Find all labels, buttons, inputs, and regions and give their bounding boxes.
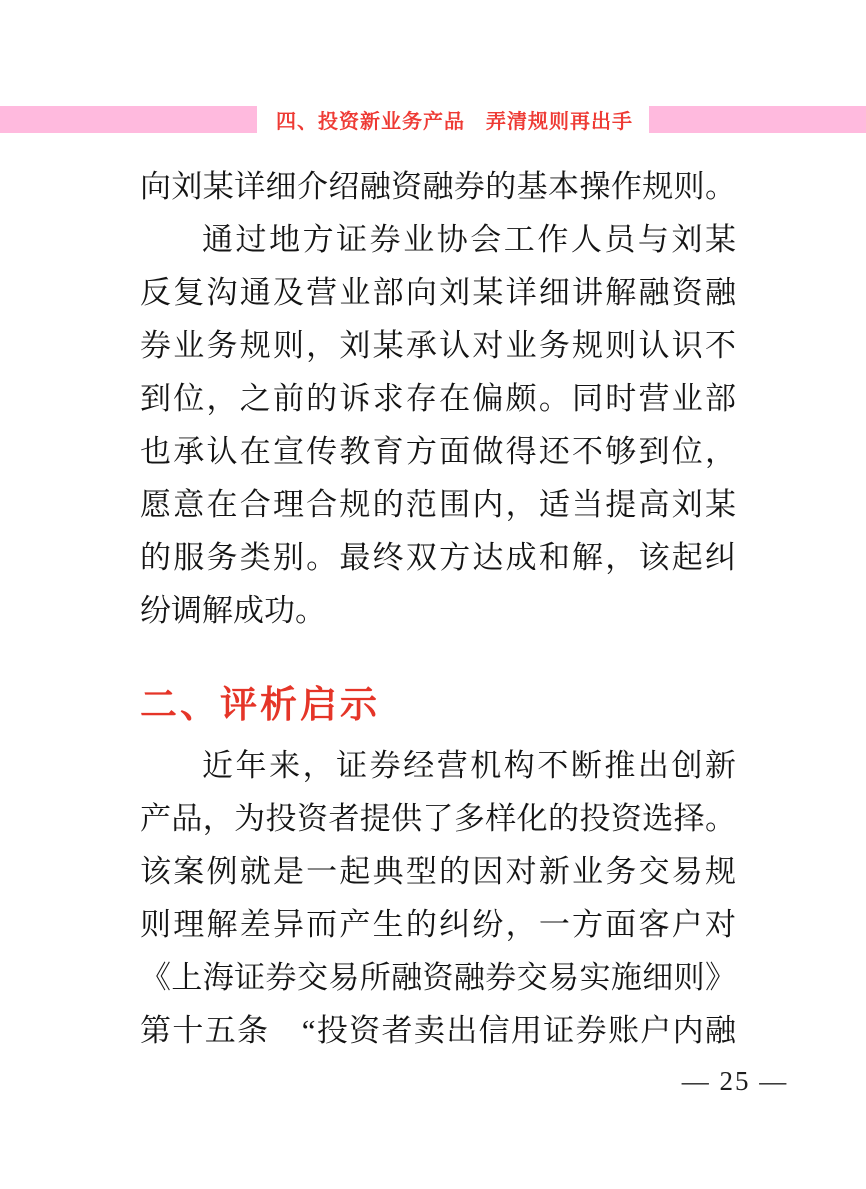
- page-number: — 25 —: [681, 1066, 789, 1096]
- text-line: 愿意在合理合规的范围内，适当提高刘某: [140, 487, 736, 522]
- text-line: 近年来，证券经营机构不断推出创新: [202, 748, 736, 783]
- text-line: 该案例就是一起典型的因对新业务交易规: [140, 854, 736, 889]
- text-line: 通过地方证券业协会工作人员与刘某: [202, 222, 736, 257]
- text-line: 反复沟通及营业部向刘某详细讲解融资融: [140, 275, 736, 310]
- text-line: 券业务规则，刘某承认对业务规则认识不: [140, 328, 736, 363]
- paragraph-1: [140, 160, 736, 637]
- chapter-title: 四、投资新业务产品 弄清规则再出手: [276, 111, 633, 133]
- running-header: [0, 106, 866, 133]
- text-line: 则理解差异而产生的纠纷，一方面客户对: [140, 907, 736, 942]
- text-line: 的服务类别。最终双方达成和解，该起纠: [140, 540, 736, 575]
- paragraph-2: [140, 739, 736, 1057]
- header-pink-bar-right: [649, 106, 866, 133]
- text-line: 纷调解成功。: [140, 593, 326, 628]
- text-line: 《上海证券交易所融资融券交易实施细则》: [140, 960, 736, 995]
- text-line: 产品，为投资者提供了多样化的投资选择。: [140, 801, 736, 836]
- text-line: 也承认在宣传教育方面做得还不够到位，: [140, 434, 736, 469]
- text-line: 到位，之前的诉求存在偏颇。同时营业部: [140, 381, 736, 416]
- body-text-column: [140, 160, 736, 1057]
- header-pink-bar-left: [0, 106, 257, 133]
- section-heading: 二、评析启示: [140, 684, 380, 725]
- text-line: 向刘某详细介绍融资融券的基本操作规则。: [140, 169, 736, 204]
- text-line: 第十五条 “投资者卖出信用证券账户内融: [140, 1013, 736, 1048]
